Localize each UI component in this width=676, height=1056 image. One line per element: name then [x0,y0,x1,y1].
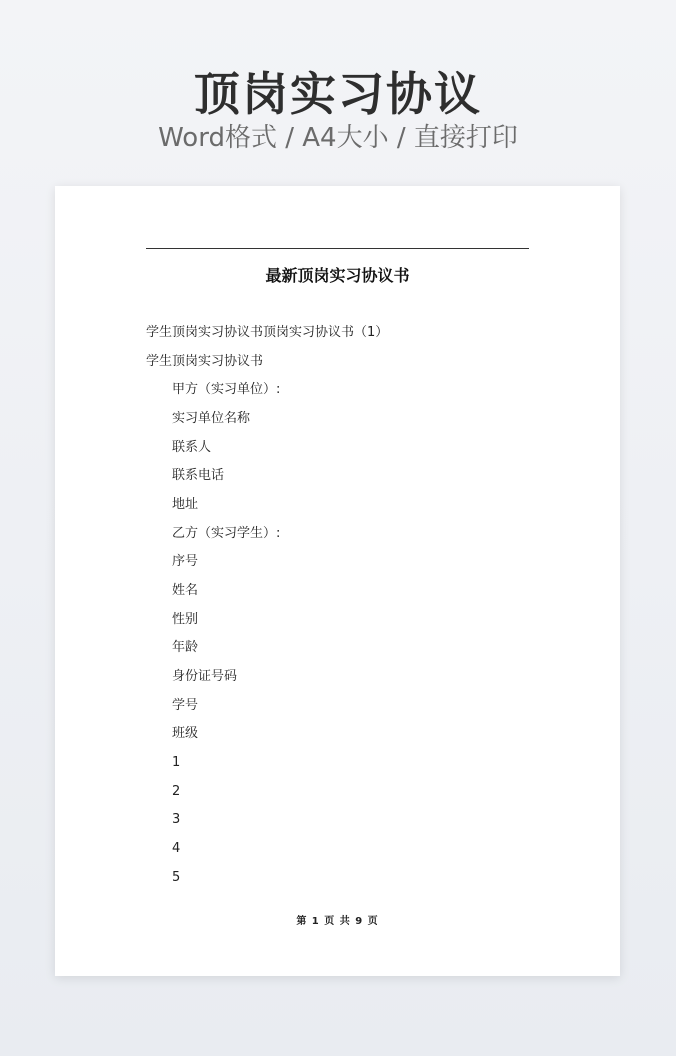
doc-line-item: 1 [172,755,181,770]
doc-line-name: 姓名 [172,583,199,598]
header-rule [146,248,529,249]
doc-line-party-b: 乙方（实习学生）: [172,526,281,541]
doc-line-item: 5 [172,870,181,885]
doc-line-serial: 序号 [172,554,199,569]
doc-line-contact: 联系人 [172,440,212,455]
banner-title: 顶岗实习协议 [194,67,482,121]
doc-line-party-a: 甲方（实习单位）: [172,382,281,397]
doc-line-gender: 性别 [172,612,199,627]
doc-line-subheading: 学生顶岗实习协议书 [146,354,264,369]
doc-line-item: 4 [172,841,181,856]
doc-line-student-id: 学号 [172,698,199,713]
doc-line-phone: 联系电话 [172,468,225,483]
doc-line-unit-name: 实习单位名称 [172,411,251,426]
banner-subtitle: Word格式 / A4大小 / 直接打印 [158,123,518,153]
document-title: 最新顶岗实习协议书 [265,266,410,285]
doc-line-heading: 学生顶岗实习协议书顶岗实习协议书（1） [146,325,389,340]
doc-line-class: 班级 [172,726,199,741]
document-page [55,186,620,976]
page-number: 第 1 页 共 9 页 [296,916,379,927]
doc-line-address: 地址 [172,497,199,512]
doc-line-item: 2 [172,784,181,799]
doc-line-id-number: 身份证号码 [172,669,238,684]
doc-line-item: 3 [172,812,181,827]
doc-line-age: 年龄 [172,640,199,655]
